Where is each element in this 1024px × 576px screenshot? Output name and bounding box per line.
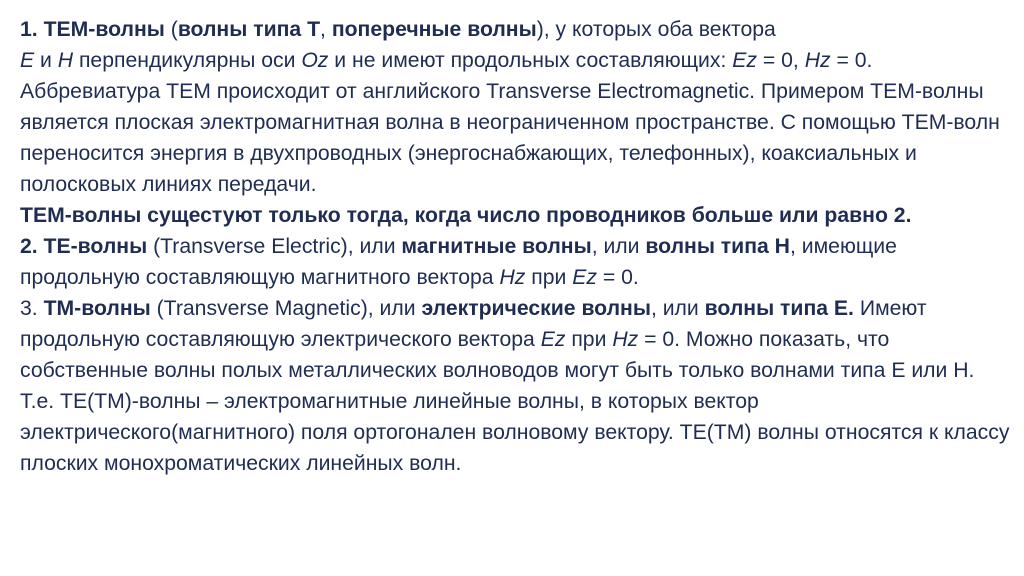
text-fragment: = 0. Аббревиатура ТЕМ происходит от английского Transverse Electromagnetic. Примером ТЕМ-волны является плоская электромагнитная волна в неограниченном пространстве. С помощью ТЕМ-волн переносится энергия в двухпроводных (энергоснабжающих, телефонных), коаксиальных и полосковых линиях передачи. [20,49,1000,196]
paragraph-tem-condition [20,200,1010,231]
term-te-waves: 2. ТЕ-волны [20,235,148,258]
text-fragment: , или [591,235,646,258]
symbol-ez: Ez [572,266,597,289]
bold-statement: ТЕМ-волны сущестуют только тогда, когда число проводников больше или равно 2. [20,204,912,227]
text-fragment: ( [164,18,178,41]
paragraph-summary [20,386,1010,479]
text-fragment: и [34,49,58,72]
paragraph-te-waves [20,231,1010,293]
term-t-type-waves: волны типа Т [177,18,321,41]
text-fragment: = 0. Можно показать, что собственные волны полых металлических волноводов могут быть только волнами типа Е или Н. [20,328,975,382]
paragraph-tm-waves [20,293,1010,386]
term-tem-waves: ТЕМ-волны [43,18,165,41]
symbol-hz: Hz [612,328,639,351]
term-h-type-waves: волны типа Н [645,235,790,258]
term-magnetic-waves: магнитные волны [401,235,592,258]
text-fragment: при [565,328,613,351]
text-fragment: Имеют продольную составляющую электрического вектора [20,297,927,351]
symbol-h: H [57,49,74,72]
symbol-oz: Oz [301,49,329,72]
text-fragment: ), у которых оба вектора [536,18,776,41]
text-fragment: = 0, [756,49,805,72]
symbol-ez: Ez [540,328,566,351]
text-fragment: и не имеют продольных составляющих: [328,49,733,72]
term-tm-waves: ТМ-волны [43,297,151,320]
symbol-hz: Hz [499,266,526,289]
text-fragment: , [320,18,332,41]
text-fragment: при [525,266,573,289]
text-fragment: (Transverse Electric), или [147,235,402,258]
text-fragment: = 0. [597,266,639,289]
symbol-ez: Ez [732,49,757,72]
paragraph-tem-waves [20,14,1010,200]
term-electric-waves: электрические волны [421,297,651,320]
symbol-e: E [20,49,35,72]
term-transverse-waves: поперечные волны [331,18,537,41]
text-fragment: , или [650,297,705,320]
text-fragment: , имеющие продольную составляющую магнитного вектора [20,235,897,289]
item-number: 3. [20,297,44,320]
summary-text: Т.е. ТЕ(ТМ)-волны – электромагнитные линейные волны, в которых вектор электрического(магнитного) поля ортогонален волновому вектору. ТЕ(ТМ) волны относятся к классу плоских монохроматических линейных волн. [20,390,1010,475]
slide-text-body [20,14,1010,479]
term-e-type-waves: волны типа Е. [704,297,854,320]
symbol-hz: Hz [804,49,831,72]
item-number: 1. [20,18,44,41]
text-fragment: перпендикулярны оси [73,49,302,72]
text-fragment: (Transverse Magnetic), или [150,297,422,320]
